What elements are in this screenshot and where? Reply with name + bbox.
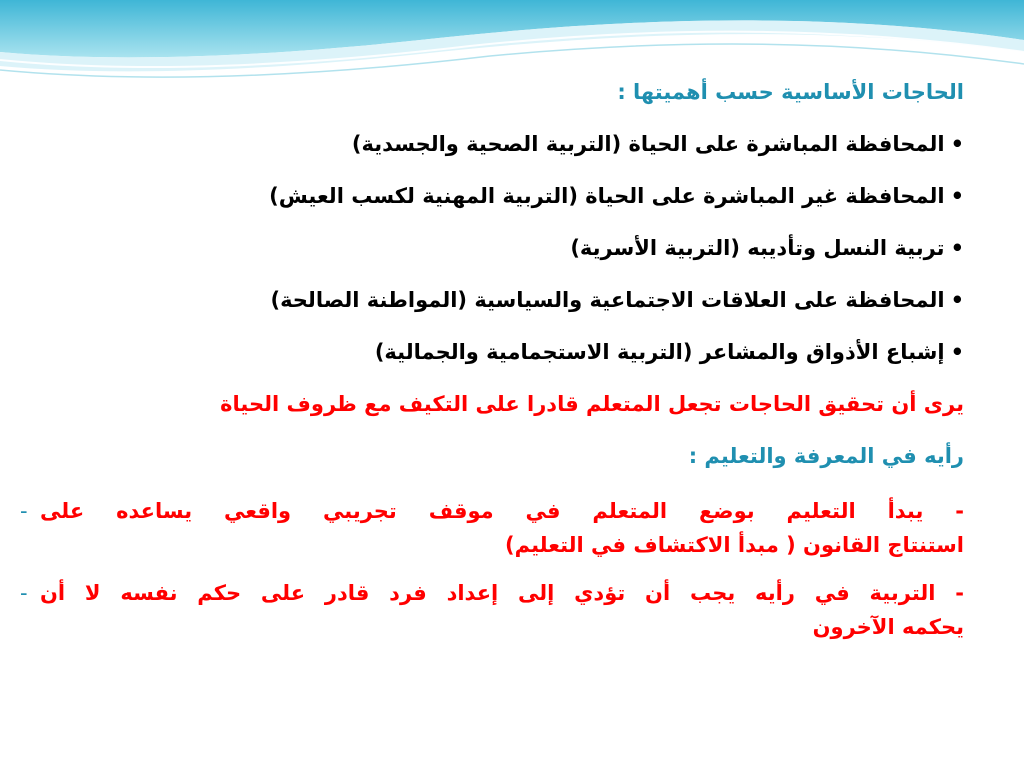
subheading: رأيه في المعرفة والتعليم : bbox=[688, 444, 964, 468]
bullet-item bbox=[40, 338, 964, 366]
paragraph-one-line-2: استنتاج القانون ( مبدأ الاكتشاف في التعليم) bbox=[505, 533, 964, 557]
dash-bullet-icon: - bbox=[20, 499, 28, 523]
bullet-text: المحافظة على العلاقات الاجتماعية والسياسية (المواطنة الصالحة) bbox=[270, 288, 945, 312]
section-heading: الحاجات الأساسية حسب أهميتها : bbox=[617, 80, 964, 104]
bullet-text: إشباع الأذواق والمشاعر (التربية الاستجمامية والجمالية) bbox=[374, 340, 945, 364]
paragraph-one-line-1: - يبدأ التعليم بوضع المتعلم في موقف تجريبي واقعي يساعده على bbox=[40, 499, 964, 523]
bullet-item bbox=[40, 182, 964, 210]
bullet-dot-icon: • bbox=[950, 340, 964, 364]
paragraph-two-line-2: يحكمه الآخرون bbox=[812, 615, 964, 639]
bullet-dot-icon: • bbox=[950, 236, 964, 260]
bullet-item bbox=[40, 130, 964, 158]
paragraph-two-line-1: - التربية في رأيه يجب أن تؤدي إلى إعداد فرد قادر على حكم نفسه لا أن bbox=[40, 581, 964, 605]
paragraph-two bbox=[20, 576, 964, 644]
bullet-text: تربية النسل وتأديبه (التربية الأسرية) bbox=[570, 236, 945, 260]
bullet-item bbox=[40, 286, 964, 314]
slide-body bbox=[20, 78, 964, 658]
bullet-text: المحافظة غير المباشرة على الحياة (التربية المهنية لكسب العيش) bbox=[269, 184, 945, 208]
red-statement: يرى أن تحقيق الحاجات تجعل المتعلم قادرا على التكيف مع ظروف الحياة bbox=[220, 392, 964, 416]
bullet-dot-icon: • bbox=[950, 288, 964, 312]
bullet-dot-icon: • bbox=[950, 184, 964, 208]
paragraph-one bbox=[20, 494, 964, 562]
bullet-dot-icon: • bbox=[950, 132, 964, 156]
bullet-item bbox=[40, 234, 964, 262]
dash-bullet-icon: - bbox=[20, 581, 28, 605]
bullet-text: المحافظة المباشرة على الحياة (التربية الصحية والجسدية) bbox=[351, 132, 945, 156]
